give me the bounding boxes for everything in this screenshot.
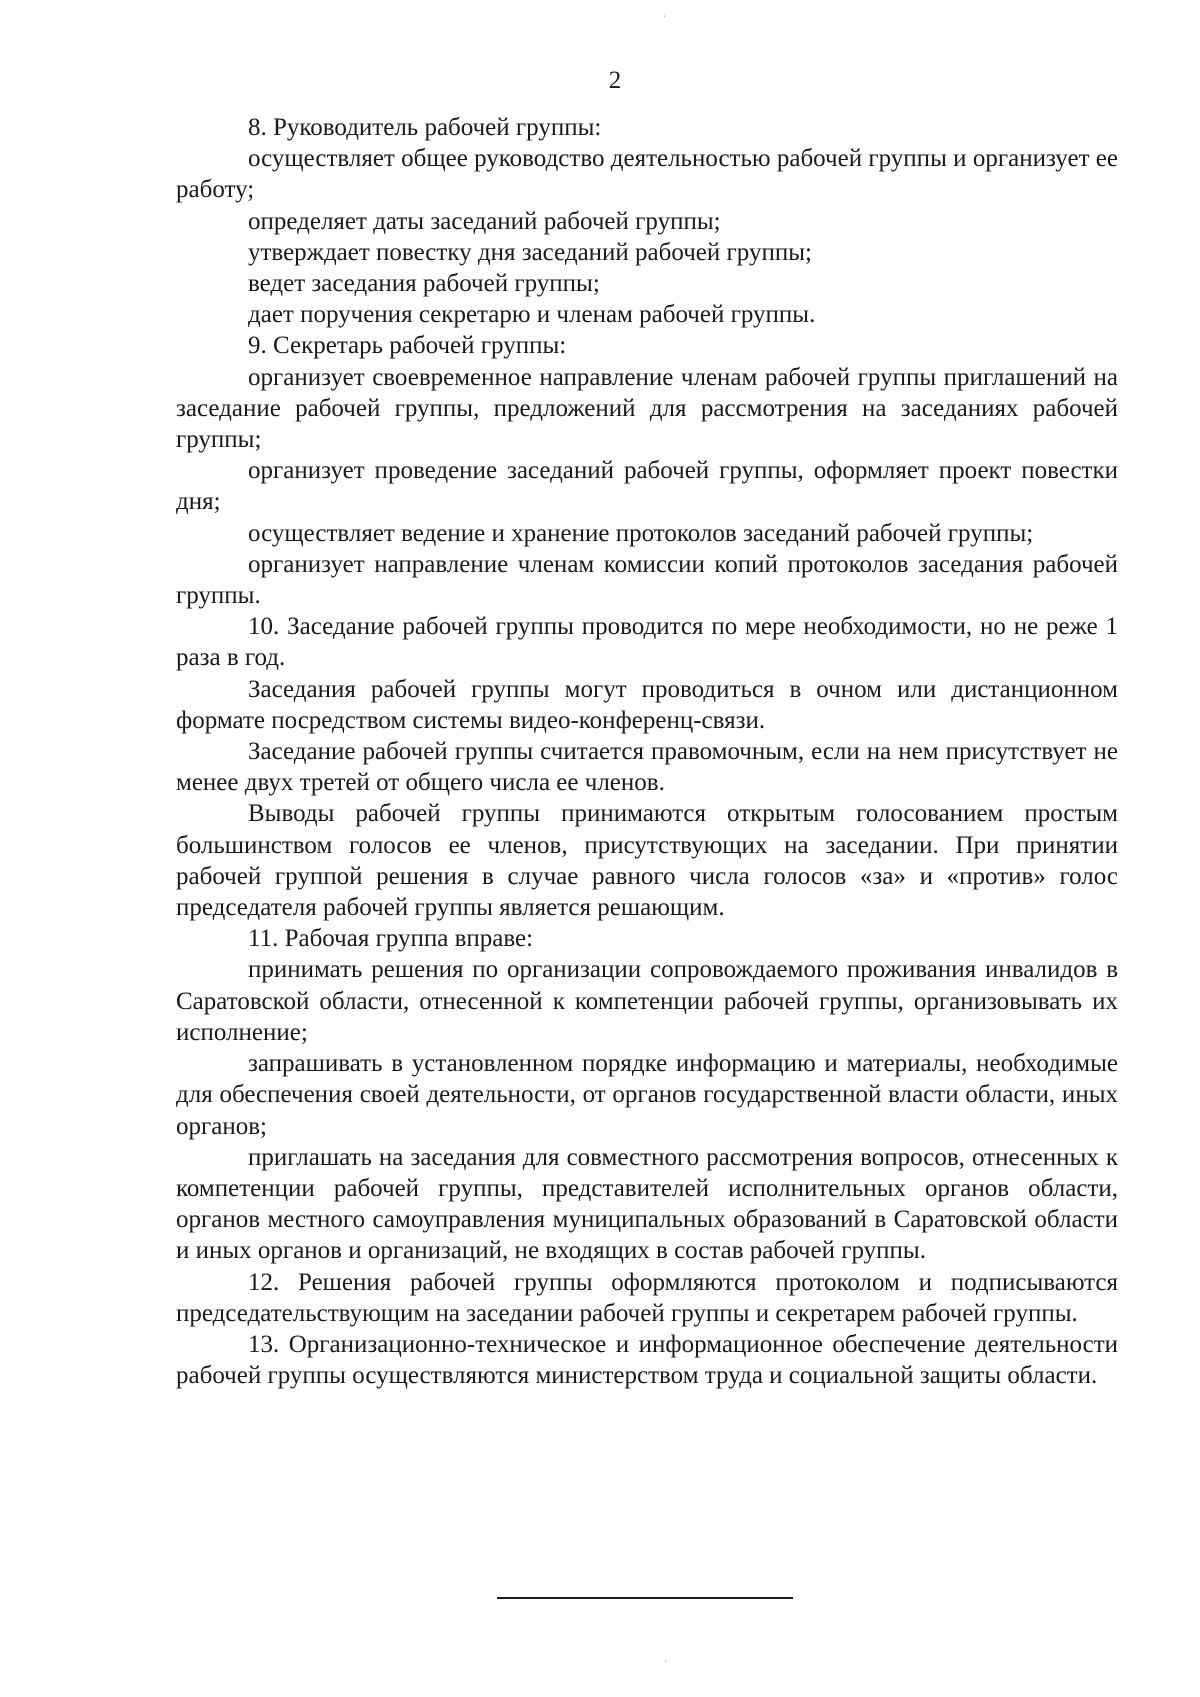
paragraph: осуществляет общее руководство деятельностью рабочей группы и организует ее работу;	[176, 145, 1118, 204]
paragraph: Выводы рабочей группы принимаются открытым голосованием простым большинством голосов ее членов, присутствующих на заседании. При принятии рабочей группой решения в случае равного числа голосов «за» и «против» голос председателя рабочей группы является решающим.	[176, 800, 1118, 922]
scan-mark-bottom: '	[665, 1659, 667, 1669]
paragraph: осуществляет ведение и хранение протоколов заседаний рабочей группы;	[248, 519, 1034, 547]
paragraph: организует направление членам комиссии копий протоколов заседания рабочей группы.	[176, 550, 1118, 610]
document-body	[176, 112, 1118, 1391]
paragraph: Заседание рабочей группы считается правомочным, если на нем присутствует не менее двух третей от общего числа ее членов.	[176, 738, 1118, 797]
page-number: 2	[608, 67, 622, 94]
paragraph: организует проведение заседаний рабочей группы, оформляет проект повестки дня;	[176, 457, 1118, 516]
end-of-document-rule	[497, 1597, 793, 1599]
paragraph: организует своевременное направление членам рабочей группы приглашений на заседание рабочей группы, предложений для рассмотрения на заседаниях рабочей группы;	[176, 363, 1118, 454]
paragraph: ведет заседания рабочей группы;	[248, 270, 600, 298]
paragraph-13: 13. Организационно-техническое и информационное обеспечение деятельности рабочей группы осуществляются министерством труда и социальной защиты области.	[176, 1330, 1118, 1390]
paragraph-11-heading: 11. Рабочая группа вправе:	[248, 925, 534, 953]
paragraph: утверждает повестку дня заседаний рабочей группы;	[248, 238, 812, 266]
paragraph-10: 10. Заседание рабочей группы проводится по мере необходимости, но не реже 1 раза в год.	[176, 613, 1118, 672]
paragraph: дает поручения секретарю и членам рабочей группы.	[248, 301, 816, 329]
paragraph: запрашивать в установленном порядке информацию и материалы, необходимые для обеспечения своей деятельности, от органов государственной власти области, иных органов;	[176, 1050, 1118, 1140]
scan-mark-top: '	[664, 14, 666, 24]
paragraph: определяет даты заседаний рабочей группы;	[248, 207, 721, 235]
paragraph: приглашать на заседания для совместного рассмотрения вопросов, отнесенных к компетенции рабочей группы, представителей исполнительных органов области, органов местного самоуправления муниципальных образований в Саратовской области и иных органов и организаций, не входящих в состав рабочей группы.	[176, 1143, 1118, 1265]
paragraph-9-heading: 9. Секретарь рабочей группы:	[248, 332, 567, 360]
paragraph: Заседания рабочей группы могут проводиться в очном или дистанционном формате посредством системы видео-конференц-связи.	[176, 675, 1118, 734]
paragraph-12: 12. Решения рабочей группы оформляются протоколом и подписываются председательствующим на заседании рабочей группы и секретарем рабочей группы.	[176, 1268, 1118, 1327]
paragraph-8-heading: 8. Руководитель рабочей группы:	[248, 114, 602, 141]
paragraph: принимать решения по организации сопровождаемого проживания инвалидов в Саратовской области, отнесенной к компетенции рабочей группы, организовывать их исполнение;	[176, 956, 1118, 1046]
